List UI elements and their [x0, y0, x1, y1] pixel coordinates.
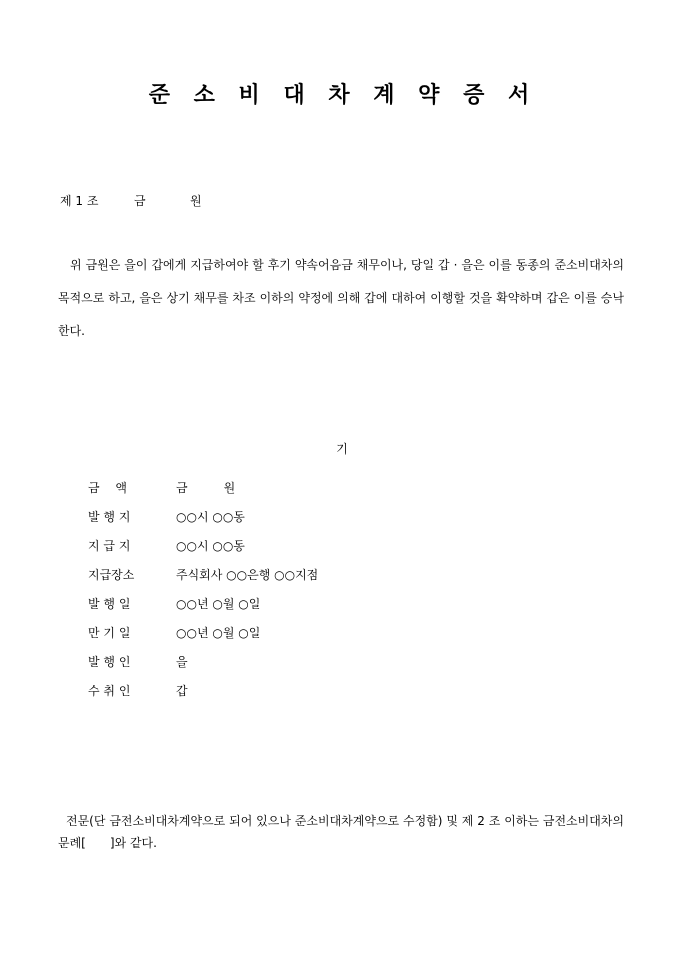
- term-label: 지 급 지: [88, 539, 131, 553]
- term-row-payee: [88, 681, 318, 710]
- term-value: 을: [176, 655, 188, 669]
- term-value: ○○년 ○월 ○일: [176, 626, 261, 640]
- term-row-maturity-date: [88, 623, 318, 652]
- article-amount-label: 금: [134, 194, 146, 208]
- term-row-amount: [88, 478, 318, 507]
- term-label: 발 행 일: [88, 597, 131, 611]
- term-label: 만 기 일: [88, 626, 131, 640]
- term-label: 발 행 인: [88, 655, 131, 669]
- term-label: 수 취 인: [88, 684, 131, 698]
- term-row-issuer: [88, 652, 318, 681]
- article-amount-unit: 원: [190, 194, 202, 208]
- term-row-issue-place: [88, 507, 318, 536]
- footer-paragraph: 전문(단 금전소비대차계약으로 되어 있으나 준소비대차계약으로 수정함) 및 제 2 조 이하는 금전소비대차의 문례[ ]와 같다.: [58, 814, 624, 850]
- term-value: 주식회사 ○○은행 ○○지점: [176, 568, 319, 582]
- term-value: ○○년 ○월 ○일: [176, 597, 261, 611]
- document-title: 준 소 비 대 차 계 약 증 서: [148, 82, 532, 108]
- article-1-heading: [60, 192, 202, 209]
- term-label: 발 행 지: [88, 510, 131, 524]
- term-row-issue-date: [88, 594, 318, 623]
- terms-list: [88, 478, 318, 710]
- term-row-payment-place: [88, 536, 318, 565]
- term-value: ○○시 ○○동: [176, 539, 245, 553]
- term-label: 지급장소: [88, 568, 135, 582]
- main-paragraph: 위 금원은 을이 갑에게 지급하여야 할 후기 약속어음금 채무이나, 당일 갑 · 을은 이를 동종의 준소비대차의 목적으로 하고, 을은 상기 채무를 차조 이하의 약정에 의해 갑에 대하여 이행할 것을 확약하며 갑은 이를 승낙한다.: [58, 258, 624, 338]
- term-value: 금 원: [176, 481, 236, 495]
- article-number: 제 1 조: [60, 194, 99, 208]
- gi-heading: 기: [336, 442, 348, 456]
- term-value: ○○시 ○○동: [176, 510, 245, 524]
- term-label: 금 액: [88, 481, 127, 495]
- term-value: 갑: [176, 684, 188, 698]
- term-row-payment-location: [88, 565, 318, 594]
